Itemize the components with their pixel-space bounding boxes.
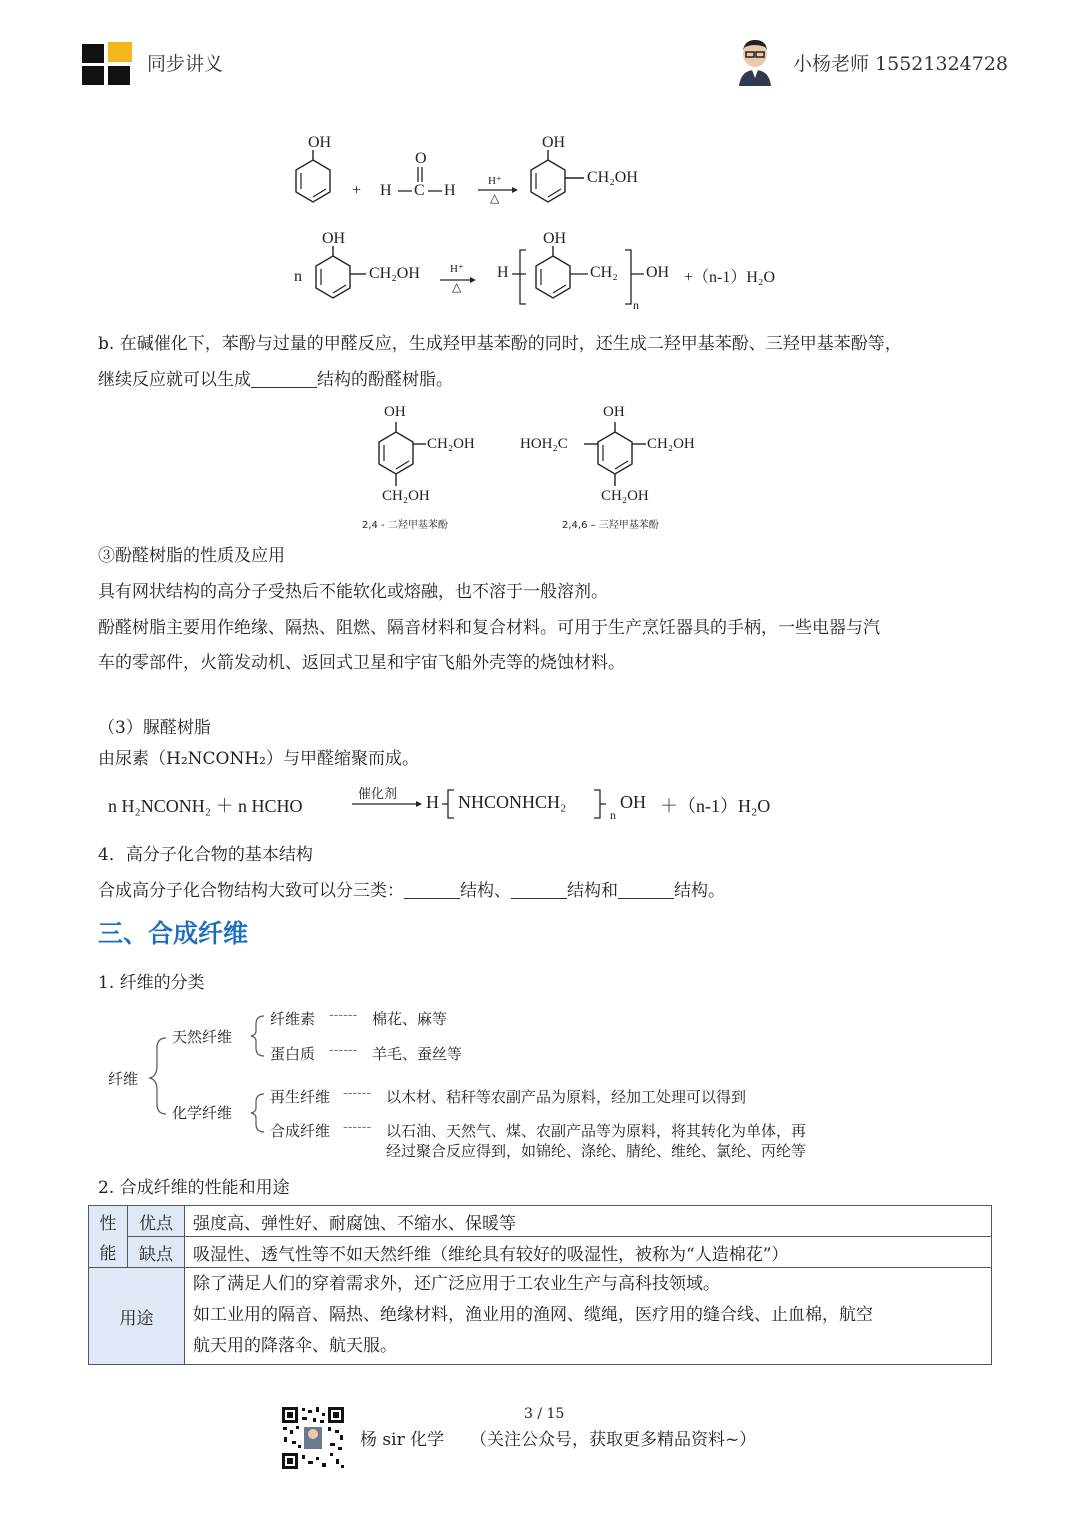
regenerated-fiber-label: 再生纤维 bbox=[270, 1088, 331, 1106]
synthetic-fiber-desc: 经过聚合反应得到，如锦纶、涤纶、腈纶、维纶、氯纶、丙纶等 bbox=[386, 1142, 807, 1160]
structure-trimethylol-phenol bbox=[520, 402, 720, 532]
polymer-n: n bbox=[610, 808, 616, 822]
formaldehyde-o: O bbox=[415, 150, 427, 167]
table-cell: 缺点 bbox=[128, 1237, 185, 1268]
hoh2c-group: HOH₂C bbox=[520, 436, 568, 452]
cellulose-desc: 棉花、麻等 bbox=[372, 1010, 448, 1028]
chemical-fiber: 化学纤维 bbox=[172, 1104, 233, 1122]
classification-title: 1. 纤维的分类 bbox=[98, 973, 205, 993]
paragraph-b-line1: b. 在碱催化下，苯酚与过量的甲醛反应，生成羟甲基苯酚的同时，还生成二羟甲基苯酚、三羟甲基苯酚等， bbox=[98, 334, 902, 354]
performance-title: 2. 合成纤维的性能和用途 bbox=[98, 1178, 290, 1198]
paragraph-b-before: 继续反应就可以生成 bbox=[98, 370, 251, 390]
table-row bbox=[89, 1237, 992, 1268]
performance-table bbox=[88, 1205, 992, 1365]
formaldehyde-h-left: H bbox=[380, 182, 392, 199]
blank-suffix: 结构。 bbox=[674, 881, 725, 901]
polymer-n: n bbox=[633, 298, 639, 312]
teacher-contact: 小杨老师 15521324728 bbox=[793, 53, 1009, 75]
table-row bbox=[89, 1206, 992, 1237]
heat-label: △ bbox=[490, 191, 500, 205]
table-cell bbox=[185, 1268, 992, 1365]
polymer-unit: NHCONHCH₂ bbox=[458, 792, 567, 812]
fill-blank bbox=[511, 880, 567, 899]
formaldehyde-c: C bbox=[414, 182, 425, 199]
polymer-end-oh: OH bbox=[646, 264, 670, 281]
polymer-oh: OH bbox=[620, 792, 646, 812]
catalyst-label: 催化剂 bbox=[358, 787, 398, 802]
product-ch2oh: CH₂OH bbox=[587, 169, 638, 186]
dash-line: ------ bbox=[343, 1120, 372, 1135]
catalyst-label: H⁺ bbox=[488, 175, 502, 187]
fiber-classification-diagram bbox=[100, 1000, 860, 1165]
dash-line: ------ bbox=[343, 1086, 372, 1101]
protein-label: 蛋白质 bbox=[270, 1045, 316, 1063]
ch2oh-group: CH₂OH bbox=[427, 436, 475, 452]
product-oh: OH bbox=[542, 134, 566, 151]
properties-title: ③酚醛树脂的性质及应用 bbox=[98, 546, 285, 566]
dash-line: ------ bbox=[329, 1043, 358, 1058]
properties-line3: 车的零部件，火箭发动机、返回式卫星和宇宙飞船外壳等的烧蚀材料。 bbox=[98, 653, 625, 673]
logo-mark bbox=[80, 42, 136, 86]
coefficient-n: n bbox=[294, 268, 302, 285]
urea-reactants: n H₂NCONH₂ ＋ n HCHO bbox=[108, 796, 303, 816]
plus-sign: + bbox=[352, 182, 362, 199]
fill-blank bbox=[618, 880, 674, 899]
monomer-ch2oh: CH₂OH bbox=[369, 265, 420, 282]
section4-text bbox=[98, 879, 725, 903]
cellulose-label: 纤维素 bbox=[270, 1010, 316, 1028]
structure-dimethylol-phenol bbox=[360, 402, 500, 532]
footer-brand: 杨 sir 化学 bbox=[360, 1430, 445, 1450]
usage-line: 航天用的降落伞、航天服。 bbox=[193, 1336, 397, 1356]
root-fiber: 纤维 bbox=[108, 1070, 139, 1088]
table-cell: 优点 bbox=[128, 1206, 185, 1237]
synthetic-fiber-desc: 以石油、天然气、煤、农副产品等为原料，将其转化为单体，再 bbox=[386, 1122, 807, 1140]
regenerated-fiber-desc: 以木材、秸秆等农副产品为原料，经加工处理可以得到 bbox=[386, 1088, 747, 1106]
table-cell: 性 bbox=[89, 1206, 128, 1237]
urea-reaction bbox=[108, 782, 808, 826]
phenol-oh: OH bbox=[308, 134, 332, 151]
footer-note: （关注公众号，获取更多精品资料~） bbox=[470, 1430, 757, 1450]
urea-desc: 由尿素（H₂NCONH₂）与甲醛缩聚而成。 bbox=[98, 749, 419, 769]
teacher-avatar bbox=[735, 38, 775, 86]
fill-blank bbox=[404, 880, 460, 899]
table-cell: 用途 bbox=[89, 1268, 185, 1365]
qr-code bbox=[280, 1405, 346, 1471]
paragraph-b-line2 bbox=[98, 368, 453, 392]
properties-line2: 酚醛树脂主要用作绝缘、隔热、阻燃、隔音材料和复合材料。可用于生产烹饪器具的手柄，一些电器与汽 bbox=[98, 618, 880, 638]
oh-group: OH bbox=[603, 404, 625, 420]
reaction-2 bbox=[290, 226, 800, 316]
byproduct-water: +（n-1）H₂O bbox=[684, 269, 776, 286]
structure-caption: 2,4,6 – 三羟甲基苯酚 bbox=[562, 520, 659, 531]
catalyst-label: H⁺ bbox=[450, 263, 464, 275]
section4-title: 4．高分子化合物的基本结构 bbox=[98, 845, 313, 865]
formaldehyde-h-right: H bbox=[444, 182, 456, 199]
page-number: 3 / 15 bbox=[524, 1406, 565, 1422]
header-title: 同步讲义 bbox=[147, 53, 224, 75]
table-row bbox=[89, 1268, 992, 1365]
blank-suffix: 结构和 bbox=[567, 881, 618, 901]
ch2oh-group: CH₂OH bbox=[382, 488, 430, 504]
fill-blank bbox=[251, 369, 317, 388]
synthetic-fiber-label: 合成纤维 bbox=[270, 1122, 331, 1140]
table-cell: 强度高、弹性好、耐腐蚀、不缩水、保暖等 bbox=[185, 1206, 992, 1237]
oh-group: OH bbox=[384, 404, 406, 420]
polymer-h: H bbox=[426, 792, 439, 812]
table-cell: 吸湿性、透气性等不如天然纤维（维纶具有较好的吸湿性，被称为“人造棉花”） bbox=[185, 1237, 992, 1268]
polymer-ring-oh: OH bbox=[543, 230, 567, 247]
properties-line1: 具有网状结构的高分子受热后不能软化或熔融，也不溶于一般溶剂。 bbox=[98, 582, 608, 602]
section-heading: 三、合成纤维 bbox=[98, 919, 249, 948]
ch2oh-group: CH₂OH bbox=[601, 488, 649, 504]
reaction-1 bbox=[280, 130, 680, 220]
section4-lead: 合成高分子化合物结构大致可以分三类： bbox=[98, 881, 404, 901]
polymer-ch2: CH₂ bbox=[590, 264, 618, 281]
heat-label: △ bbox=[452, 280, 462, 294]
urea-title: （3）脲醛树脂 bbox=[98, 718, 211, 738]
usage-line: 如工业用的隔音、隔热、绝缘材料，渔业用的渔网、缆绳，医疗用的缝合线、止血棉，航空 bbox=[193, 1305, 873, 1325]
usage-line: 除了满足人们的穿着需求外，还广泛应用于工农业生产与高科技领域。 bbox=[193, 1274, 720, 1294]
blank-suffix: 结构、 bbox=[460, 881, 511, 901]
natural-fiber: 天然纤维 bbox=[172, 1028, 233, 1046]
paragraph-b-after: 结构的酚醛树脂。 bbox=[317, 370, 453, 390]
protein-desc: 羊毛、蚕丝等 bbox=[372, 1045, 463, 1063]
monomer-oh: OH bbox=[322, 230, 346, 247]
dash-line: ------ bbox=[329, 1008, 358, 1023]
byproduct-water: ＋（n-1）H₂O bbox=[660, 796, 771, 816]
table-cell: 能 bbox=[89, 1237, 128, 1268]
polymer-h: H bbox=[497, 264, 509, 281]
ch2oh-group: CH₂OH bbox=[647, 436, 695, 452]
structure-caption: 2,4 - 二羟甲基苯酚 bbox=[362, 520, 448, 531]
